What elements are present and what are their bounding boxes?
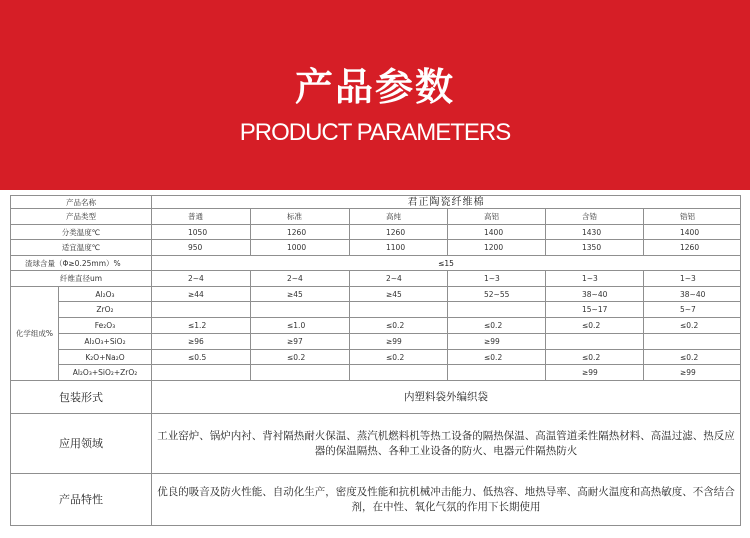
chem-name: Al₂O₃ bbox=[59, 287, 152, 302]
class-temp-cell: 1260 bbox=[350, 225, 448, 240]
class-temp-cell: 1050 bbox=[152, 225, 251, 240]
row-class-temp bbox=[11, 225, 741, 240]
row-fiber-diameter bbox=[11, 271, 741, 287]
chem-cell: ≥99 bbox=[448, 334, 546, 350]
chem-cell: 15~17 bbox=[546, 302, 644, 318]
row-use-temp bbox=[11, 240, 741, 256]
row-packaging bbox=[11, 381, 741, 414]
fiber-cell: 1~3 bbox=[546, 271, 644, 287]
chem-cell: ≤0.2 bbox=[448, 350, 546, 365]
class-temp-cell: 1430 bbox=[546, 225, 644, 240]
chem-cell: 38~40 bbox=[546, 287, 644, 302]
use-temp-cell: 1000 bbox=[251, 240, 350, 256]
chem-cell bbox=[546, 334, 644, 350]
use-temp-label: 适宜温度℃ bbox=[11, 240, 152, 256]
fiber-cell: 1~3 bbox=[448, 271, 546, 287]
chem-cell: 52~55 bbox=[448, 287, 546, 302]
chem-cell: ≥99 bbox=[350, 334, 448, 350]
class-temp-cell: 1400 bbox=[644, 225, 741, 240]
type-cell: 锆铝 bbox=[644, 209, 741, 225]
product-name-label: 产品名称 bbox=[11, 196, 152, 209]
row-features bbox=[11, 474, 741, 526]
page-subtitle: PRODUCT PARAMETERS bbox=[239, 119, 511, 146]
chem-cell: ≤1.0 bbox=[251, 318, 350, 334]
parameters-table bbox=[10, 195, 741, 526]
application-label: 应用领域 bbox=[11, 414, 152, 474]
chem-cell: ≤1.2 bbox=[152, 318, 251, 334]
chem-cell: ≤0.2 bbox=[546, 350, 644, 365]
chem-cell: ≤0.2 bbox=[448, 318, 546, 334]
features-label: 产品特性 bbox=[11, 474, 152, 526]
chem-cell: 5~7 bbox=[644, 302, 741, 318]
chem-name: Fe₂O₃ bbox=[59, 318, 152, 334]
shot-value: ≤15 bbox=[152, 256, 741, 271]
chem-cell: ≤0.2 bbox=[644, 318, 741, 334]
chem-label: 化学组成% bbox=[11, 287, 59, 381]
row-chem-zro2 bbox=[11, 302, 741, 318]
chem-cell bbox=[251, 302, 350, 318]
type-cell: 普通 bbox=[152, 209, 251, 225]
row-chem-al2o3 bbox=[11, 287, 741, 302]
chem-cell: ≥44 bbox=[152, 287, 251, 302]
use-temp-cell: 1350 bbox=[546, 240, 644, 256]
chem-cell: ≥45 bbox=[350, 287, 448, 302]
packaging-value: 内塑料袋外编织袋 bbox=[152, 381, 741, 414]
chem-cell bbox=[644, 334, 741, 350]
chem-cell: ≤0.2 bbox=[350, 350, 448, 365]
chem-cell: ≥96 bbox=[152, 334, 251, 350]
use-temp-cell: 1260 bbox=[644, 240, 741, 256]
row-application bbox=[11, 414, 741, 474]
chem-cell: ≤0.5 bbox=[152, 350, 251, 365]
chem-cell: 38~40 bbox=[644, 287, 741, 302]
chem-name: Al₂O₃+SiO₂ bbox=[59, 334, 152, 350]
class-temp-cell: 1260 bbox=[251, 225, 350, 240]
use-temp-cell: 950 bbox=[152, 240, 251, 256]
features-value: 优良的吸音及防火性能、自动化生产，密度及性能和抗机械冲击能力、低热容、地热导率、高耐火温度和高热敏度、不含结合剂，在中性、氧化气氛的作用下长期使用 bbox=[152, 474, 741, 526]
chem-cell bbox=[350, 365, 448, 381]
row-chem-al2o3-sio2 bbox=[11, 334, 741, 350]
chem-cell bbox=[448, 365, 546, 381]
shot-label: 渣球含量（Φ≥0.25mm）% bbox=[11, 256, 152, 271]
chem-name: Al₂O₃+SiO₂+ZrO₂ bbox=[59, 365, 152, 381]
class-temp-label: 分类温度℃ bbox=[11, 225, 152, 240]
chem-cell: ≥45 bbox=[251, 287, 350, 302]
type-label: 产品类型 bbox=[11, 209, 152, 225]
chem-cell: ≤0.2 bbox=[350, 318, 448, 334]
chem-cell bbox=[251, 365, 350, 381]
use-temp-cell: 1200 bbox=[448, 240, 546, 256]
chem-cell bbox=[152, 302, 251, 318]
fiber-cell: 1~3 bbox=[644, 271, 741, 287]
application-value: 工业窑炉、锅炉内衬、背衬隔热耐火保温、蒸汽机燃料机等热工设备的隔热保温、高温管道柔性隔热材料、高温过滤、热反应器的保温隔热、各种工业设备的防火、电器元件隔热防火 bbox=[152, 414, 741, 474]
row-product-name bbox=[11, 196, 741, 209]
packaging-label: 包装形式 bbox=[11, 381, 152, 414]
chem-cell: ≤0.2 bbox=[644, 350, 741, 365]
class-temp-cell: 1400 bbox=[448, 225, 546, 240]
chem-cell bbox=[350, 302, 448, 318]
chem-cell: ≥99 bbox=[546, 365, 644, 381]
row-chem-al2o3-sio2-zro2 bbox=[11, 365, 741, 381]
type-cell: 高铝 bbox=[448, 209, 546, 225]
product-name: 君正陶瓷纤维棉 bbox=[152, 196, 741, 209]
chem-name: ZrO₂ bbox=[59, 302, 152, 318]
fiber-cell: 2~4 bbox=[350, 271, 448, 287]
header-banner bbox=[0, 0, 750, 190]
type-cell: 标准 bbox=[251, 209, 350, 225]
use-temp-cell: 1100 bbox=[350, 240, 448, 256]
row-chem-k2o-na2o bbox=[11, 350, 741, 365]
chem-cell: ≥99 bbox=[644, 365, 741, 381]
row-product-type bbox=[11, 209, 741, 225]
type-cell: 高纯 bbox=[350, 209, 448, 225]
type-cell: 含锆 bbox=[546, 209, 644, 225]
chem-name: K₂O+Na₂O bbox=[59, 350, 152, 365]
row-chem-fe2o3 bbox=[11, 318, 741, 334]
chem-cell: ≥97 bbox=[251, 334, 350, 350]
page-title: 产品参数 bbox=[294, 65, 455, 109]
fiber-cell: 2~4 bbox=[251, 271, 350, 287]
chem-cell bbox=[448, 302, 546, 318]
chem-cell: ≤0.2 bbox=[251, 350, 350, 365]
chem-cell bbox=[152, 365, 251, 381]
row-shot-content bbox=[11, 256, 741, 271]
fiber-label: 纤维直径um bbox=[11, 271, 152, 287]
fiber-cell: 2~4 bbox=[152, 271, 251, 287]
chem-cell: ≤0.2 bbox=[546, 318, 644, 334]
